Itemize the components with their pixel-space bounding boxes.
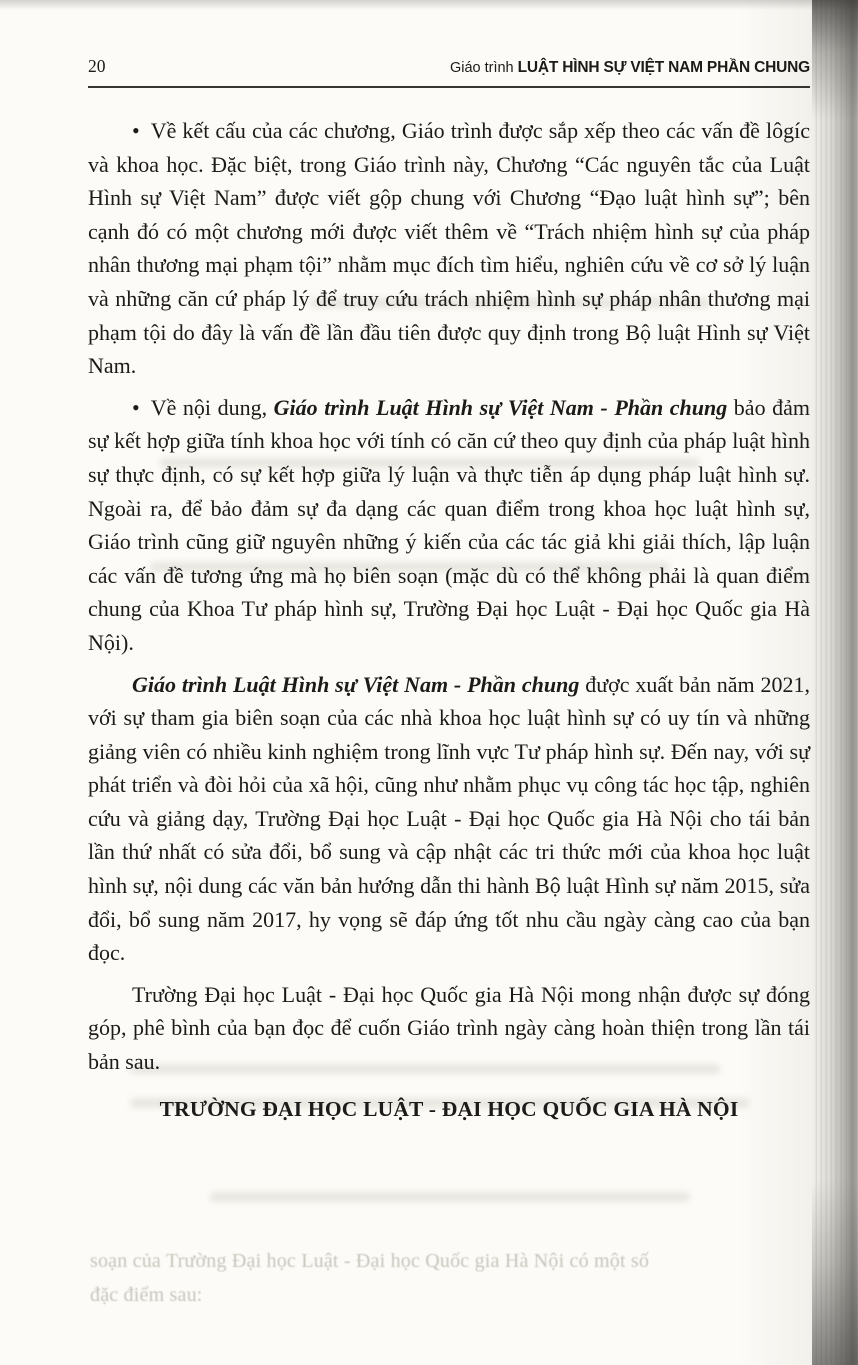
bullet-marker-icon: • bbox=[132, 394, 140, 420]
page-number: 20 bbox=[88, 56, 106, 76]
running-title bbox=[450, 59, 810, 77]
closing-signature: TRƯỜNG ĐẠI HỌC LUẬT - ĐẠI HỌC QUỐC GIA HÀ NỘI bbox=[159, 1096, 739, 1121]
page-header bbox=[88, 56, 810, 77]
paragraph-content bbox=[88, 391, 810, 660]
running-title-main: LUẬT HÌNH SỰ VIỆT NAM PHẦN CHUNG bbox=[517, 59, 810, 76]
paragraph-text: Trường Đại học Luật - Đại học Quốc gia Hà Nội mong nhận được sự đóng góp, phê bình của bạn đọc để cuốn Giáo trình ngày càng hoàn thiện trong lần tái bản sau. bbox=[88, 981, 810, 1075]
book-title-emphasis: Giáo trình Luật Hình sự Việt Nam - Phần chung bbox=[273, 394, 728, 420]
paragraph-text: Về nội dung, bbox=[150, 394, 274, 420]
paragraph-text: Về kết cấu của các chương, Giáo trình được sắp xếp theo các vấn đề lôgíc và khoa học. Đặc biệt, trong Giáo trình này, Chương “Các nguyên tắc của Luật Hình sự Việt Nam” được viết gộp chung với Chương “Đạo luật hình sự”; bên cạnh đó có một chương mới được viết thêm về “Trách nhiệm hình sự của pháp nhân thương mại phạm tội” nhằm mục đích tìm hiểu, nghiên cứu về cơ sở lý luận và những căn cứ pháp lý để truy cứu trách nhiệm hình sự pháp nhân thương mại phạm tội do đây là vấn đề lần đầu tiên được quy định trong Bộ luật Hình sự Việt Nam. bbox=[88, 118, 810, 379]
paragraph-feedback bbox=[88, 978, 810, 1079]
bleed-through-text: đặc điểm sau: bbox=[90, 1284, 203, 1306]
running-title-prefix: Giáo trình bbox=[449, 60, 518, 76]
header-rule bbox=[88, 86, 810, 88]
book-title-emphasis: Giáo trình Luật Hình sự Việt Nam - Phần chung bbox=[132, 671, 580, 697]
page-edge-shadow bbox=[812, 0, 858, 1365]
bullet-marker-icon: • bbox=[132, 118, 140, 143]
paragraph-structure bbox=[88, 114, 810, 383]
paragraph-text: được xuất bản năm 2021, với sự tham gia biên soạn của các nhà khoa học luật hình sự có uy tín và những giảng viên có nhiều kinh nghiệm trong lĩnh vực Tư pháp hình sự. Đến nay, với sự phát triển và đòi hỏi của xã hội, cũng như nhằm phục vụ công tác học tập, nghiên cứu và giảng dạy, Trường Đại học Luật - Đại học Quốc gia Hà Nội cho tái bản lần thứ nhất có sửa đổi, bổ sung và cập nhật các tri thức mới của khoa học luật hình sự, nội dung các văn bản hướng dẫn thi hành Bộ luật Hình sự năm 2015, sửa đổi, bổ sung năm 2017, hy vọng sẽ đáp ứng tốt nhu cầu ngày càng cao của bạn đọc. bbox=[88, 671, 811, 966]
page-body bbox=[88, 114, 810, 1126]
bleed-through-text: soạn của Trường Đại học Luật - Đại học Quốc gia Hà Nội có một số bbox=[90, 1250, 650, 1272]
paragraph-text: bảo đảm sự kết hợp giữa tính khoa học với tính có căn cứ theo quy định của pháp luật hình sự thực định, có sự kết hợp giữa lý luận và thực tiễn áp dụng pháp luật hình sự. Ngoài ra, để bảo đảm sự đa dạng các quan điểm trong khoa học luật hình sự, Giáo trình cũng giữ nguyên những ý kiến của các tác giả khi giải thích, lập luận các vấn đề tương ứng mà họ biên soạn (mặc dù có thể không phải là quan điểm chung của Khoa Tư pháp hình sự, Trường Đại học Luật - Đại học Quốc gia Hà Nội). bbox=[88, 394, 810, 655]
paragraph-edition bbox=[88, 668, 810, 970]
